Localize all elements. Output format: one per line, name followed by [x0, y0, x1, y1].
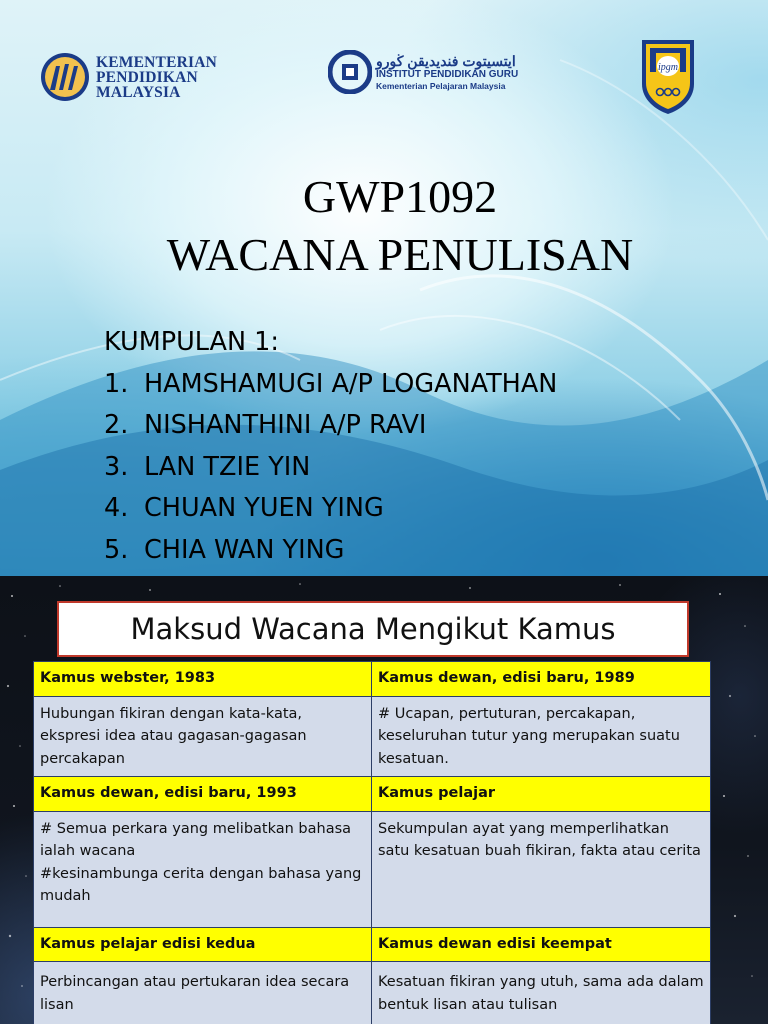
ipg-name: INSTITUT PENDIDIKAN GURU [376, 68, 519, 80]
definition-slide [0, 576, 768, 1024]
table-cell: # Ucapan, pertuturan, percakapan, keseluruhan tutur yang merupakan suatu kesatuan. [372, 696, 711, 777]
member-number: 2. [104, 410, 129, 440]
kpm-line: MALAYSIA [96, 83, 181, 101]
kpm-line: KEMENTERIAN [96, 53, 218, 71]
member-number: 3. [104, 451, 129, 482]
ipg-text-block [376, 53, 518, 92]
ipg-emblem-icon [328, 50, 372, 94]
table-row [34, 962, 711, 1024]
course-name: WACANA PENULISAN [166, 229, 634, 280]
member-item [104, 364, 557, 406]
kpm-emblem-icon [40, 52, 90, 102]
member-number: 1. [104, 368, 129, 399]
member-item [104, 488, 557, 530]
svg-text:ipgm: ipgm [658, 62, 678, 73]
table-row [34, 696, 711, 777]
table-row [34, 777, 711, 812]
kpm-line: PENDIDIKAN [96, 68, 198, 86]
table-header-cell: Kamus webster, 1983 [34, 662, 372, 697]
table-cell: Kesatuan fikiran yang utuh, sama ada dalam bentuk lisan atau tulisan [372, 962, 711, 1024]
member-item [104, 405, 557, 447]
table-cell: Sekumpulan ayat yang memperlihatkan satu kesatuan buah fikiran, fakta atau cerita [372, 811, 711, 927]
table-row [34, 662, 711, 697]
member-name: HAMSHAMUGI A/P LOGANATHAN [144, 368, 558, 399]
group-members [104, 322, 557, 571]
member-list [104, 364, 557, 572]
ipgm-shield-icon [640, 38, 696, 116]
member-item [104, 447, 557, 489]
table-row [34, 811, 711, 927]
table-header-cell: Kamus dewan edisi keempat [372, 927, 711, 962]
kpm-name [96, 55, 217, 100]
member-name: NISHANTHINI A/P RAVI [144, 410, 427, 440]
member-name: CHIA WAN YING [144, 534, 345, 565]
table-cell: # Semua perkara yang melibatkan bahasa ialah wacana #kesinambunga cerita dengan bahasa yang mudah [34, 811, 372, 927]
member-number: 4. [104, 493, 129, 523]
member-item [104, 530, 557, 572]
member-name: CHUAN YUEN YING [144, 493, 384, 523]
group-label: KUMPULAN 1: [104, 327, 279, 357]
course-title [100, 168, 700, 284]
table-header-cell: Kamus pelajar edisi kedua [34, 927, 372, 962]
course-code: GWP1092 [302, 171, 498, 222]
kamus-table [33, 661, 711, 1024]
kpm-logo [40, 52, 217, 102]
table-row [34, 927, 711, 962]
ipg-subtitle: Kementerian Pelajaran Malaysia [376, 80, 506, 91]
table-header-cell: Kamus dewan, edisi baru, 1989 [372, 662, 711, 697]
table-header-cell: Kamus dewan, edisi baru, 1993 [34, 777, 372, 812]
ipg-logo [328, 50, 518, 94]
table-header-cell: Kamus pelajar [372, 777, 711, 812]
member-name: LAN TZIE YIN [144, 451, 311, 482]
table-cell: Hubungan fikiran dengan kata-kata, ekspresi idea atau gagasan-gagasan percakapan [34, 696, 372, 777]
slide-title: Maksud Wacana Mengikut Kamus [57, 601, 689, 657]
member-number: 5. [104, 534, 129, 565]
table-cell: Perbincangan atau pertukaran idea secara lisan [34, 962, 372, 1024]
ipg-jawi-name: ايتسيتوت فنديديقن ڬورو [376, 52, 516, 69]
